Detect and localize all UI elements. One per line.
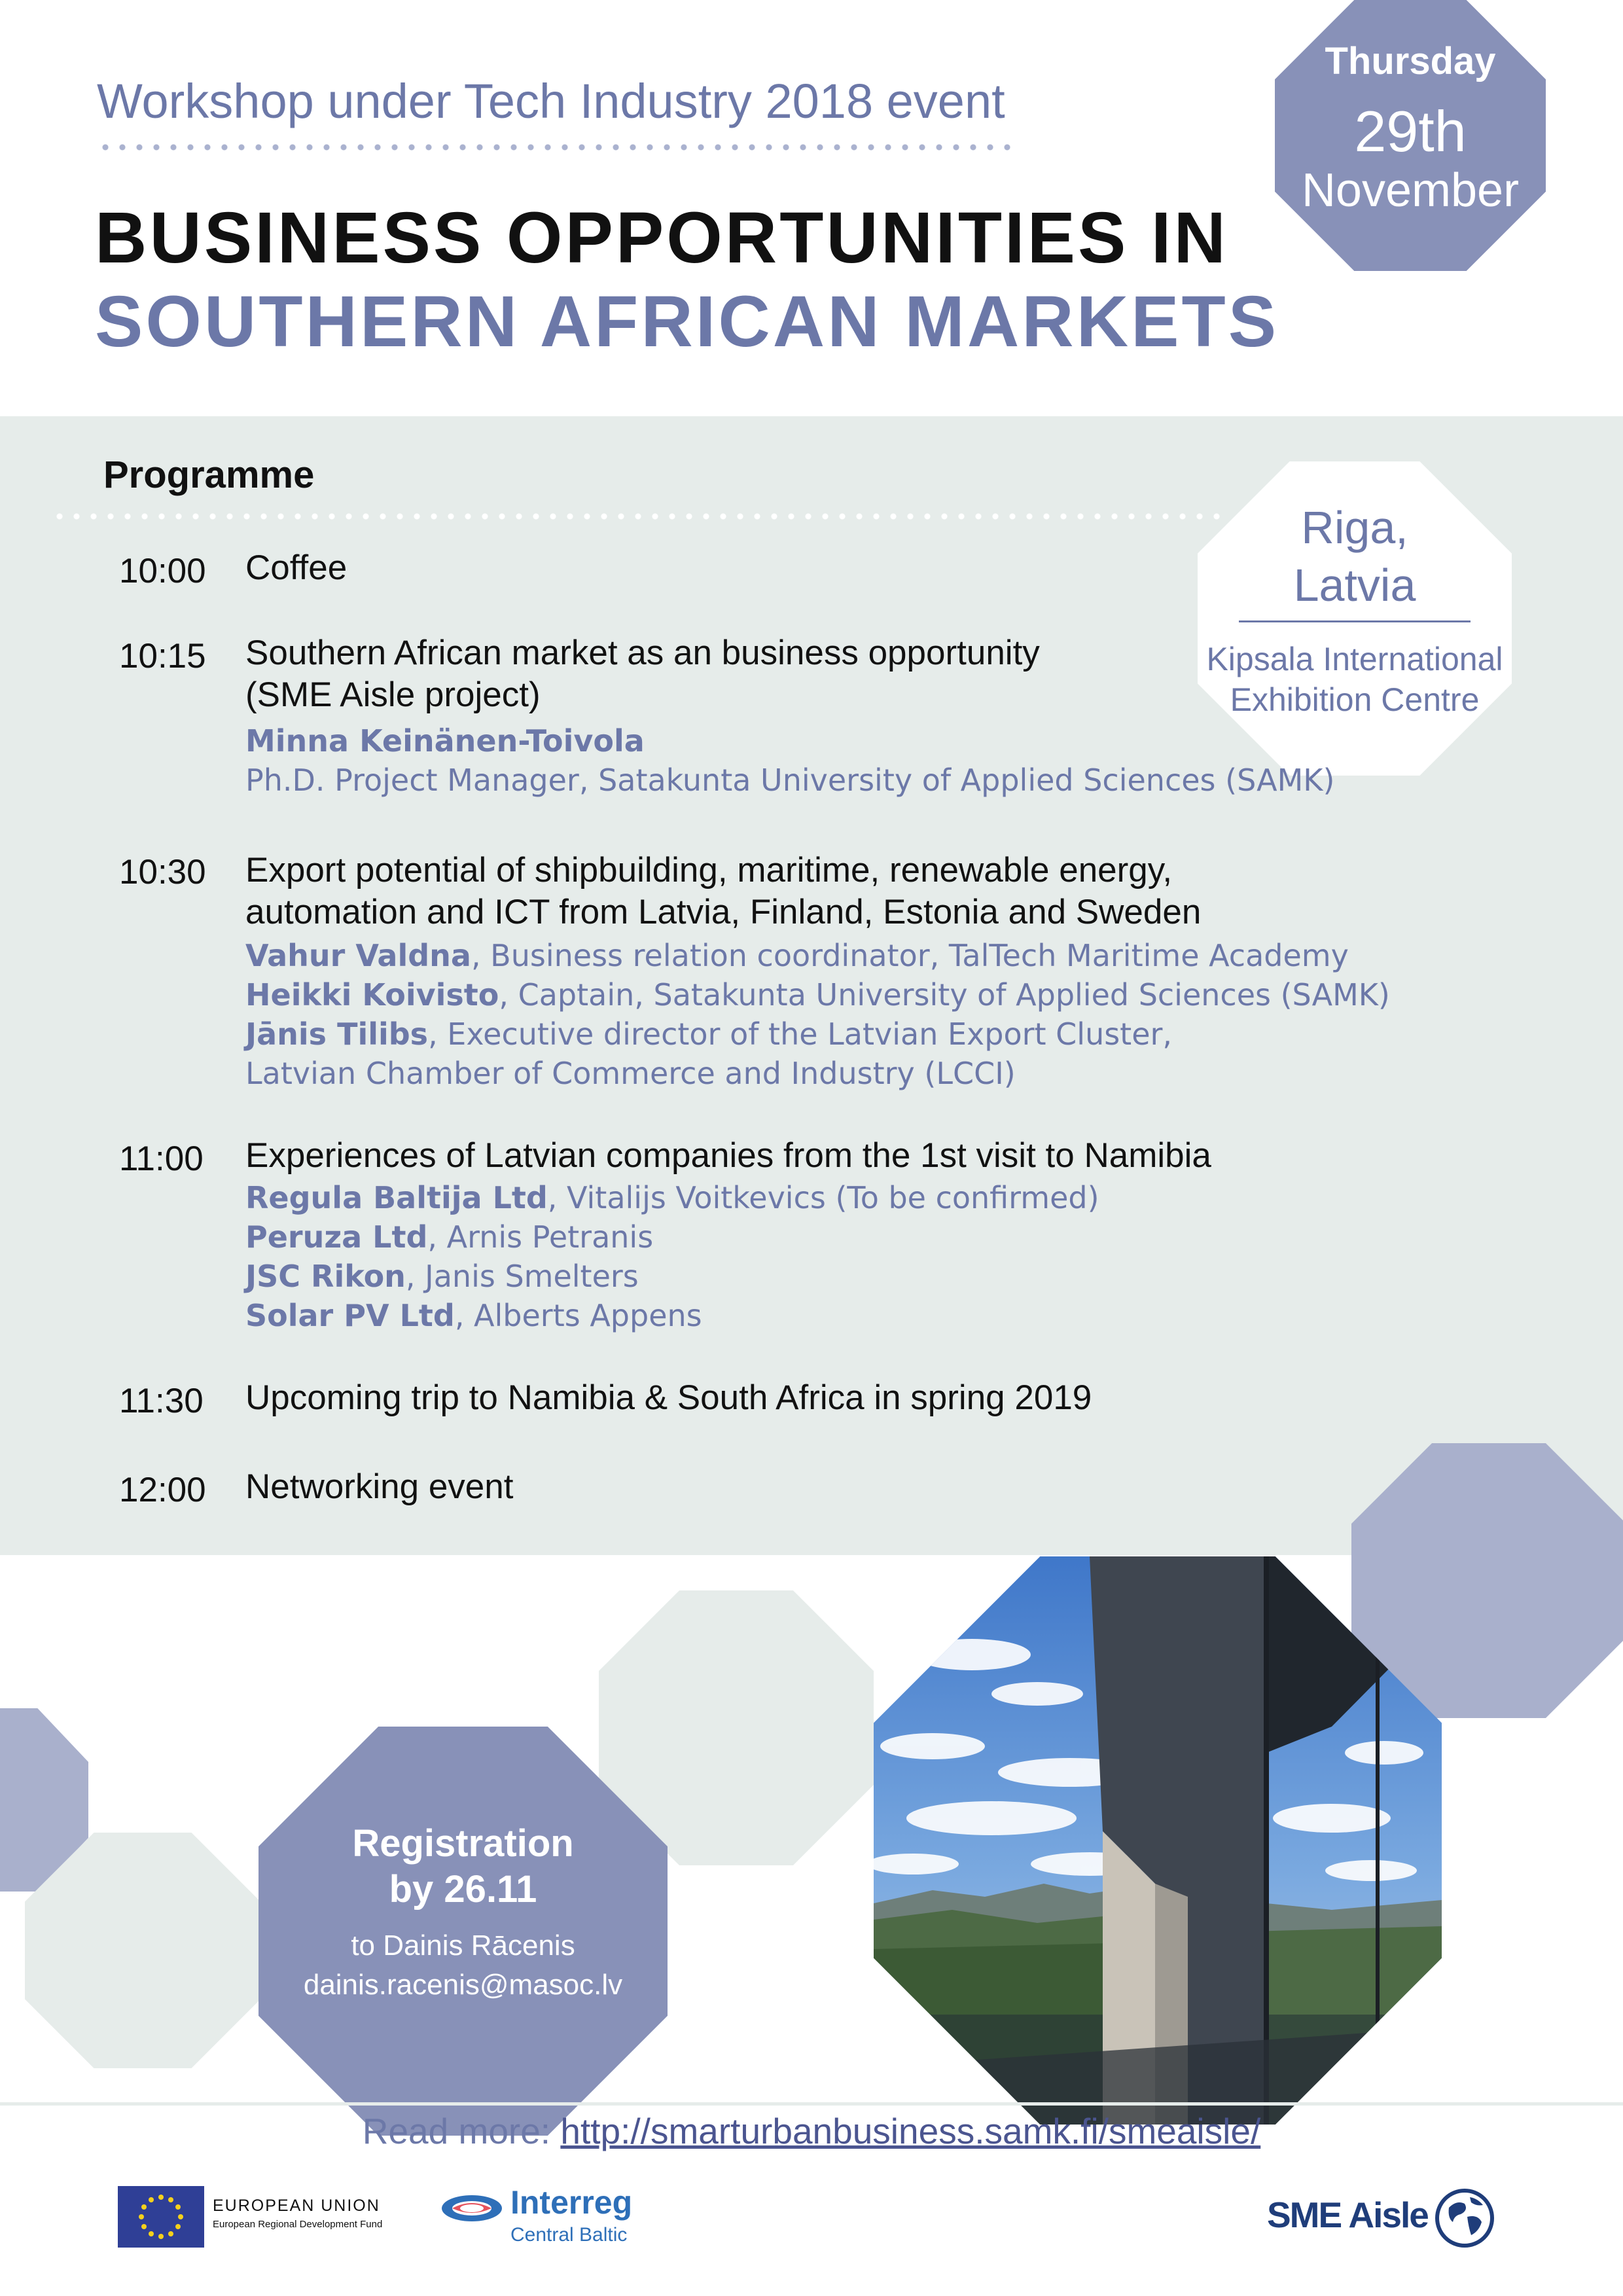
title-line-1: BUSINESS OPPORTUNITIES IN (95, 198, 1228, 278)
date-weekday: Thursday (1325, 40, 1496, 82)
speaker-role: , Captain, Satakunta University of Applied Sciences (SAMK) (499, 977, 1390, 1013)
programme-dotted-divider (51, 512, 1229, 521)
venue-line-2: Exhibition Centre (1230, 681, 1480, 718)
speaker-role: , Arnis Petranis (427, 1219, 654, 1255)
speaker-line (245, 1257, 639, 1296)
venue-photo (874, 1556, 1442, 2125)
programme-time: 11:00 (119, 1139, 204, 1178)
eu-flag-icon (118, 2186, 204, 2248)
speaker-role: , Business relation coordinator, TalTech Maritime Academy (471, 938, 1349, 973)
programme-item-title: Export potential of shipbuilding, maritime, renewable energy, (245, 851, 1173, 889)
speaker-line (245, 1296, 702, 1335)
speaker-line (245, 761, 1334, 800)
speaker-name: Heikki Koivisto (245, 977, 499, 1013)
programme-item-title: Southern African market as an business opportunity (245, 634, 1040, 672)
speaker-line (245, 1217, 653, 1257)
registration-contact: to Dainis Rācenis (351, 1929, 575, 1962)
venue-line-1: Kipsala International (1206, 641, 1503, 677)
speaker-line (245, 975, 1390, 1014)
speaker-role: Latvian Chamber of Commerce and Industry (LCCI) (245, 1056, 1016, 1091)
interreg-logo-icon (440, 2194, 503, 2223)
speaker-role: , Executive director of the Latvian Export Cluster, (428, 1016, 1173, 1052)
read-more-label: Read more: (362, 2111, 561, 2151)
speaker-name: Minna Keinänen-Toivola (245, 723, 645, 759)
programme-item-title: (SME Aisle project) (245, 675, 541, 714)
programme-time: 10:00 (119, 552, 206, 590)
programme-heading: Programme (103, 454, 315, 496)
location-city-name: Riga, (1301, 502, 1408, 553)
decorative-octagon (25, 1833, 260, 2068)
speaker-name: Peruza Ltd (245, 1219, 428, 1255)
speaker-role: , Alberts Appens (454, 1298, 702, 1333)
interreg-sub-label: Central Baltic (510, 2224, 628, 2246)
speaker-role: Ph.D. Project Manager, Satakunta University of Applied Sciences (SAMK) (245, 762, 1335, 798)
eu-fund-label: European Regional Development Fund (213, 2219, 383, 2230)
programme-item-title: Upcoming trip to Namibia & South Africa in spring 2019 (245, 1378, 1092, 1417)
read-more-link[interactable]: http://smarturbanbusiness.samk.fi/smeaisle/ (560, 2111, 1261, 2151)
location-city (1198, 499, 1512, 614)
globe-icon (1435, 2188, 1495, 2248)
programme-item-title: automation and ICT from Latvia, Finland, Estonia and Sweden (245, 893, 1202, 931)
programme-time: 12:00 (119, 1471, 206, 1509)
location-divider (1239, 620, 1471, 622)
dotted-divider (97, 143, 1020, 152)
event-subtitle: Workshop under Tech Industry 2018 event (97, 74, 1005, 128)
speaker-line (245, 1054, 1016, 1093)
registration-title (259, 1821, 668, 1912)
programme-time: 11:30 (119, 1382, 204, 1420)
speaker-line (245, 936, 1349, 975)
date-month: November (1301, 164, 1520, 217)
title-line-2: SOUTHERN AFRICAN MARKETS (95, 281, 1279, 362)
programme-time: 10:15 (119, 637, 206, 675)
footer-divider (0, 2102, 1623, 2106)
date-day: 29th (1354, 99, 1467, 164)
programme-item-title: Coffee (245, 548, 348, 587)
speaker-role: , Janis Smelters (405, 1259, 639, 1294)
speaker-name: Jānis Tilibs (245, 1016, 429, 1052)
speaker-line (245, 1014, 1172, 1054)
speaker-name: Regula Baltija Ltd (245, 1180, 548, 1215)
interreg-label: Interreg (510, 2184, 633, 2221)
speaker-role: , Vitalijs Voitkevics (To be confirmed) (547, 1180, 1099, 1215)
registration-email[interactable]: dainis.racenis@masoc.lv (303, 1969, 623, 2001)
programme-time: 10:30 (119, 853, 206, 891)
sme-aisle-label: SME Aisle (1267, 2195, 1428, 2235)
programme-item-title: Networking event (245, 1467, 514, 1506)
eu-label: EUROPEAN UNION (213, 2197, 380, 2215)
speaker-name: JSC Rikon (245, 1259, 406, 1294)
read-more (0, 2110, 1623, 2152)
location-venue (1198, 639, 1512, 720)
speaker-line (245, 1178, 1099, 1217)
programme-item-title: Experiences of Latvian companies from the 1st visit to Namibia (245, 1136, 1211, 1175)
speaker-line (245, 721, 645, 761)
speaker-name: Vahur Valdna (245, 938, 471, 973)
registration-deadline: by 26.11 (389, 1868, 537, 1910)
speaker-name: Solar PV Ltd (245, 1298, 455, 1333)
location-country: Latvia (1293, 560, 1416, 611)
registration-line-1: Registration (352, 1822, 574, 1865)
